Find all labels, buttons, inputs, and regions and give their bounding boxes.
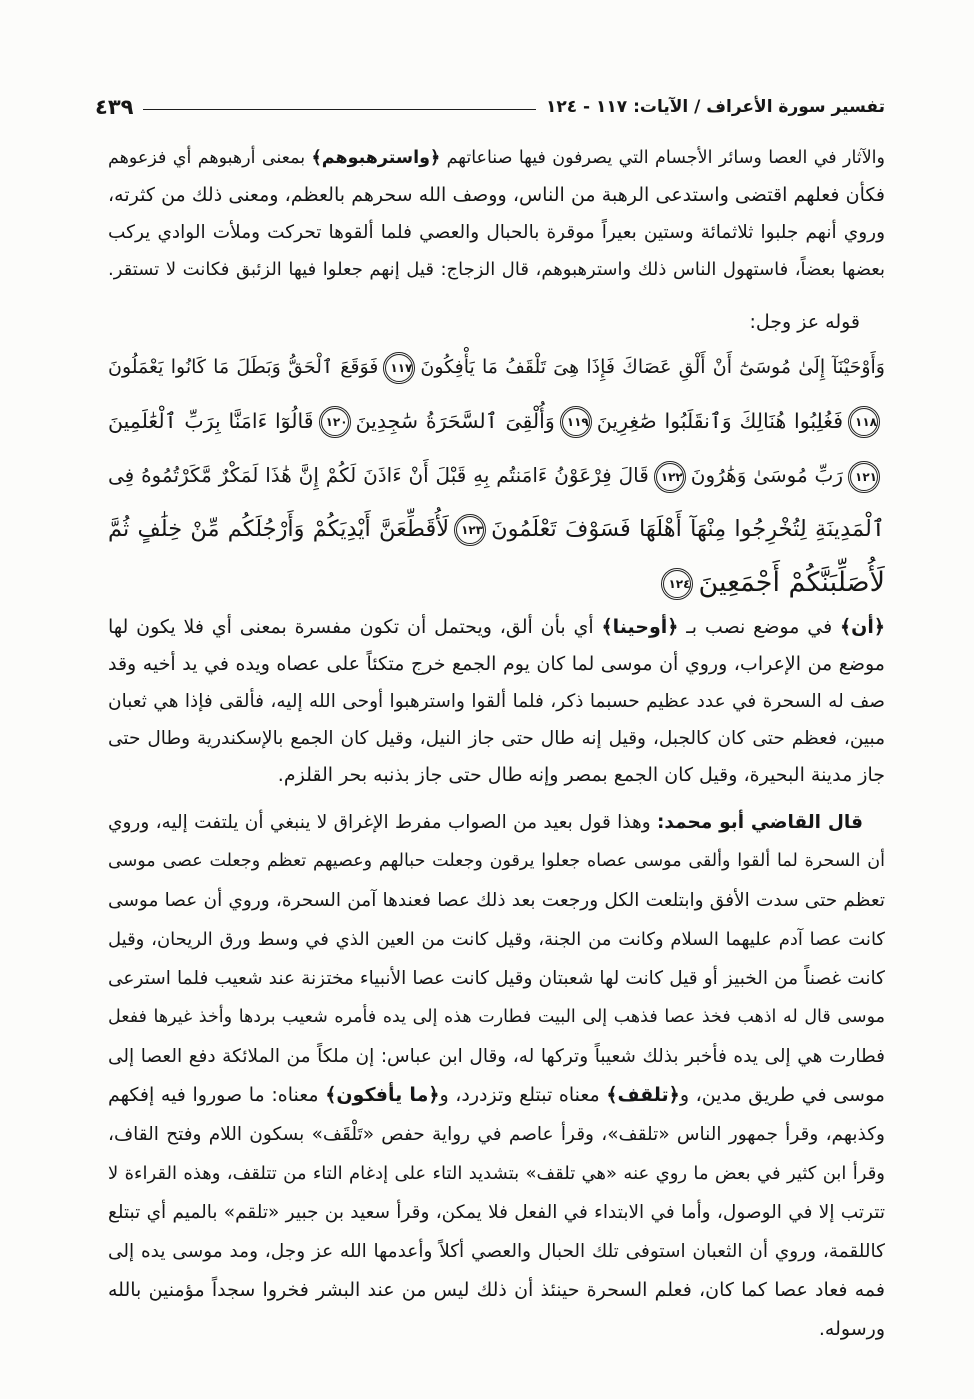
text-segment: جاز مدينة البحيرة، وقيل كان الجمع بمصر وإنه طال حتى جاز بذنبه بحر القلزم.	[277, 764, 885, 786]
text-line	[108, 959, 885, 998]
verse-text: ٱلْمَدِينَةِ لِتُخْرِجُوا مِنْهَآ أَهْلَهَا فَسَوْفَ تَعْلَمُونَ	[491, 516, 885, 542]
text-segment: موسى في طريق مدين، و	[679, 1084, 885, 1106]
text-line	[108, 683, 885, 720]
text-segment: معناه تبتلع وتزدرد، و	[439, 1084, 607, 1106]
verse-text: وَأُلْقِىَ ٱلسَّحَرَةُ سَٰجِدِينَ	[355, 409, 555, 433]
commentary-paragraph	[108, 609, 885, 794]
text-segment: موسى قال له اذهب فخذ عصا فذهب إلى البيت فطارت هذه إلى يده فأمره شعيب بردها وأخذ غيرها ففعل	[108, 1007, 885, 1027]
verse-line	[108, 340, 885, 394]
text-segment: معناه: ما صوروا فيه إفكهم	[108, 1084, 326, 1106]
commentary-paragraph	[108, 803, 885, 1349]
text-segment: وهذا قول بعيد من الصواب مفرط الإغراق لا ينبغي أن يلتفت إليه، وروي	[108, 812, 658, 833]
text-segment: موضع من الإعراب، وروي أن موسى لما كان يوم الجمع خرج متكئاً على عصاه ويده في يد أخيه وقد	[108, 653, 885, 675]
ayah-marker	[383, 352, 415, 384]
text-line	[108, 1193, 885, 1232]
text-line	[108, 803, 885, 842]
ayah-marker	[319, 406, 351, 438]
ayah-number: ١١٩	[566, 415, 589, 429]
speaker-label: قال القاضي أبو محمد:	[657, 812, 863, 833]
text-segment: فكأن فعلهم اقتضى واستدعى الرهبة من الناس، ووصف الله سحرهم بالعظم، ومعنى ذلك من كثرته،	[108, 184, 885, 206]
text-line	[108, 881, 885, 920]
text-line	[108, 1310, 885, 1349]
quran-term: ﴿واسترهبوهم﴾	[311, 148, 441, 168]
quran-term: ﴿ما يأفكون﴾	[325, 1084, 440, 1106]
text-segment: أن السحرة لما ألقوا وألقى موسى عصاه جعلوا يرقون وجعلت حبالهم وعصيهم تعظم وجعلت عصى موسى	[108, 851, 885, 871]
verse-text: فَغُلِبُوا هُنَالِكَ وَٱنقَلَبُوا صَٰغِرِينَ	[596, 409, 843, 433]
running-header-title: تفسير سورة الأعراف / الآيات: ١١٧ - ١٢٤	[545, 97, 885, 117]
text-segment: صف له السحرة في عدد عظيم حسبما ذكر، فلما ألقوا واسترهبوا أوحى الله إليه، فألقى فإذا هي ثعبان	[108, 691, 885, 712]
text-segment: كانت عصا آدم عليهما السلام وكانت من الجنة، وقيل كانت من العين الذي في وسط ورق الريحان، وقيل	[108, 929, 885, 950]
quran-term: ﴿أوحينا﴾	[601, 616, 679, 638]
verse-heading: قوله عز وجل:	[749, 311, 860, 333]
verse-line	[108, 502, 885, 556]
text-line	[108, 1037, 885, 1076]
verse-line	[108, 448, 885, 502]
text-segment: وقرأ ابن كثير في بعض ما روي عنه «هي تلقف» بتشديد التاء على إدغام التاء من تتلقف، وهذه القراءة لا	[108, 1163, 885, 1184]
text-segment: أي بأن ألق، ويحتمل أن تكون مفسرة بمعنى أي فلا يكون لها	[108, 616, 602, 638]
text-segment: فمه فعاد عصا كما كان، فعلم السحرة حينئذ أن ذلك ليس من عند البشر فخروا سجداً مؤمنين بالله	[108, 1279, 885, 1301]
text-line	[108, 1076, 885, 1115]
ayah-number: ١٢٣	[461, 522, 484, 537]
running-header	[95, 92, 885, 122]
ayah-marker	[454, 514, 486, 546]
ayah-number: ١٢٠	[325, 415, 348, 429]
verse-text: لَأُقَطِّعَنَّ أَيْدِيَكُمْ وَأَرْجُلَكُم مِّنْ خِلَٰفٍ ثُمَّ	[108, 516, 450, 542]
verse-line	[108, 394, 885, 448]
verse-text: قَالَ فِرْعَوْنُ ءَامَنتُم بِهِ قَبْلَ أَنْ ءَاذَنَ لَكُمْ إِنَّ هَٰذَا لَمَكْرٌ مَّكَرْتُمُوهُ فِى	[108, 463, 649, 487]
text-line	[108, 214, 885, 251]
text-segment: وكذبهم، وقرأ جمهور الناس «تلقف»، وقرأ عاصم في رواية حفص «تَلْقَف» بسكون اللام وفتح القاف،	[108, 1124, 885, 1145]
ayah-marker	[848, 406, 880, 438]
text-line	[108, 609, 885, 646]
text-segment: بمعنى أرهبوهم أي فزعوهم	[108, 148, 312, 168]
text-line	[108, 998, 885, 1037]
verse-line	[108, 556, 885, 610]
text-line	[108, 177, 885, 214]
quran-verses	[108, 340, 885, 610]
text-segment: وروي أنهم جلبوا ثلاثمائة وستين بعيراً موقرة بالحبال والعصي فلما ألقوها تحركت وملأت الوادي يركب	[108, 222, 885, 243]
ayah-marker	[661, 568, 693, 600]
ayah-number: ١١٨	[855, 415, 877, 429]
quran-term: ﴿أن﴾	[840, 616, 885, 638]
text-segment: بعضها بعضاً، فاستهول الناس ذلك واسترهبوهم، قال الزجاج: قيل إنهم جعلوا فيها الزئبق فكانت لا تستقر.	[108, 259, 885, 280]
text-segment: مبين، فعظم حتى كان كالجبل، وقيل إنه طال حتى جاز النيل، وقيل كان الجمع بالإسكندرية وطال حتى	[108, 728, 885, 749]
ayah-marker	[654, 461, 686, 493]
verse-text: لَأُصَلِّبَنَّكُمْ أَجْمَعِينَ	[698, 567, 885, 598]
verse-text: فَوَقَعَ ٱلْحَقُّ وَبَطَلَ مَا كَانُوا يَعْمَلُونَ	[108, 356, 379, 378]
text-segment: كاللقمة، وروي أن الثعبان استوفى تلك الحبال والعصي أكلاً وأعدمها الله عز وجل، ومد موسى يده إلى	[108, 1241, 885, 1262]
text-line	[108, 1271, 885, 1310]
text-line	[108, 1232, 885, 1271]
text-line	[108, 842, 885, 881]
text-segment: في موضع نصب بـ	[678, 616, 840, 638]
ayah-number: ١٢١	[855, 469, 878, 484]
text-segment: تترتب إلا في الوصول، وأما في الابتداء في الفعل فلا يمكن، وقرأ سعيد بن جبير «تلقم» بالميم أي تبتلع	[108, 1202, 885, 1223]
verse-text: رَبِّ مُوسَىٰ وَهَٰرُونَ	[690, 463, 844, 487]
text-line	[108, 757, 885, 794]
ayah-number: ١٢٢	[660, 469, 683, 484]
text-line	[108, 920, 885, 959]
ayah-marker	[560, 406, 592, 438]
text-segment: والآثار في العصا وسائر الأجسام التي يصرفون فيها صناعاتهم	[440, 148, 885, 168]
quran-term: ﴿تلقف﴾	[606, 1084, 680, 1106]
text-line	[108, 140, 885, 177]
text-segment: تعظم حتى سدت الأفق وابتلعت الكل ورجعت بعد ذلك عصا فعندها آمن السحرة، وروي أن عصا موسى	[108, 890, 885, 911]
text-line	[108, 646, 885, 683]
verse-text: قَالُوٓا ءَامَنَّا بِرَبِّ ٱلْعَٰلَمِينَ	[108, 409, 314, 433]
text-line	[108, 251, 885, 288]
text-segment: ورسوله.	[818, 1318, 885, 1340]
header-rule	[143, 109, 536, 110]
verse-text: وَأَوْحَيْنَآ إِلَىٰ مُوسَىٰٓ أَنْ أَلْقِ عَصَاكَ فَإِذَا هِىَ تَلْقَفُ مَا يَأْفِكُونَ	[420, 356, 885, 378]
ayah-number: ١١٧	[390, 360, 413, 375]
text-line	[108, 720, 885, 757]
text-segment: كانت غصناً من الخبيز أو قيل كانت لها شعبتان وقيل كانت عصا الأنبياء مختزنة عند شعيب فلما استرعى	[108, 968, 885, 989]
text-line	[108, 1154, 885, 1193]
ayah-number: ١٢٤	[668, 576, 691, 591]
page-number: ٤٣٩	[95, 95, 134, 119]
text-line	[108, 1115, 885, 1154]
ayah-marker	[848, 461, 880, 493]
text-segment: فطارت هي إلى يده فأخبر بذلك شعيباً وتركها له، وقال ابن عباس: إن ملكاً من الملائكة دفع العصا إلى	[108, 1046, 885, 1067]
intro-paragraph	[108, 140, 885, 288]
